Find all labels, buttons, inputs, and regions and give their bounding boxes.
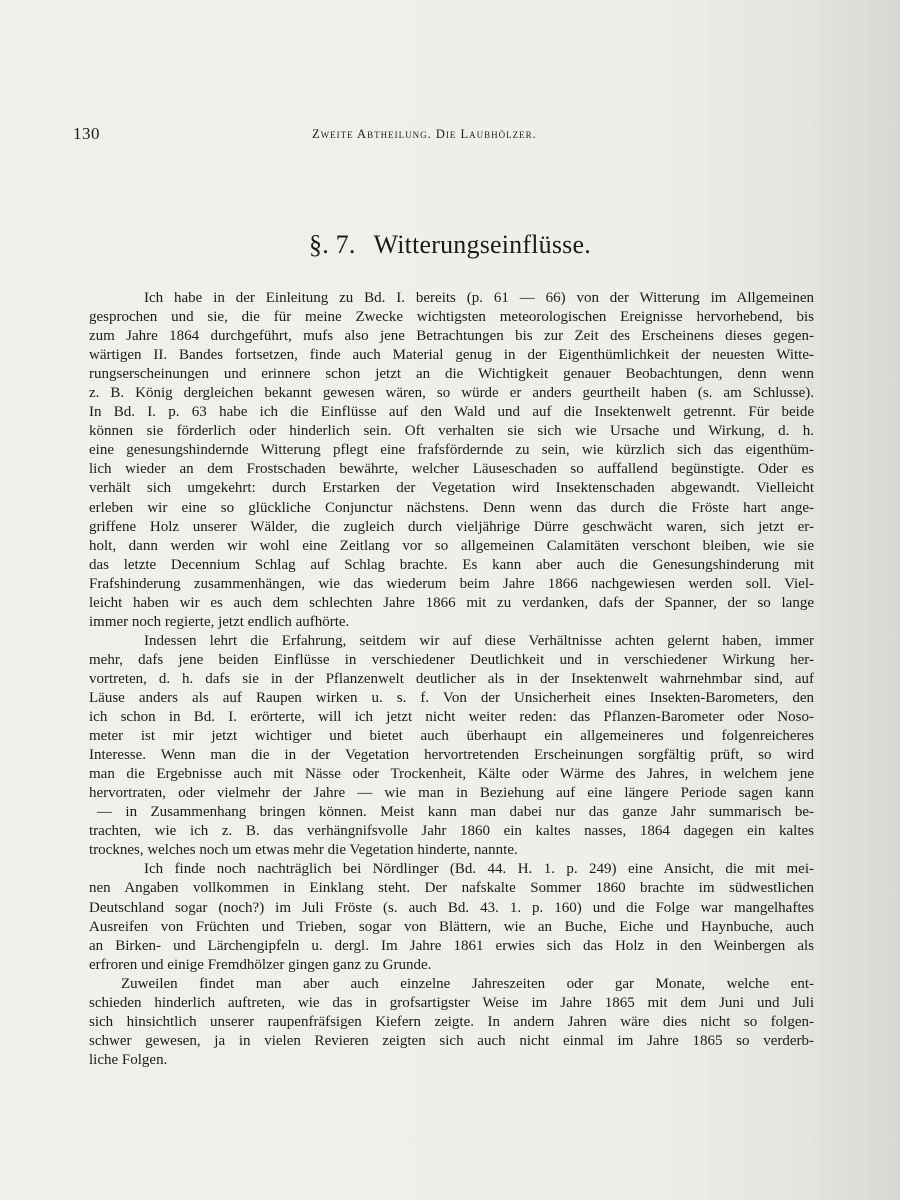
text-line: Deutschland sogar (noch?) im Juli Fröste (s. auch Bd. 43. 1. p. 160) und die Folge war mangelhaftes: [89, 899, 814, 916]
text-line: Frafshinderung zusammenhängen, wie das wiederum beim Jahre 1866 nachgewiesen werden soll. Viel-: [89, 575, 814, 592]
body-text: [89, 289, 814, 1070]
text-line: das letzte Decennium Schlag auf Schlag brachte. Es kann aber auch die Genesungshinderung mit: [89, 556, 814, 573]
text-line: In Bd. I. p. 63 habe ich die Einflüsse auf den Wald und auf die Insektenwelt getrennt. Für beide: [89, 404, 814, 421]
text-line: wärtigen II. Bandes fortsetzen, finde auch Material genug in der Eigenthümlichkeit der neuesten Witte-: [89, 347, 814, 364]
text-line: — in Zusammenhang bringen können. Meist kann man dabei nur das ganze Jahr summarisch be-: [97, 804, 814, 821]
page-header: [0, 124, 900, 148]
text-line: trocknes, welches noch um etwas mehr die Vegetation hinderte, nannte.: [89, 842, 518, 859]
text-line: liche Folgen.: [89, 1051, 168, 1068]
text-line: mehr, dafs jene beiden Einflüsse in verschiedener Deutlichkeit und in verschiedener Wirkung her-: [89, 651, 814, 668]
text-line: Ich finde noch nachträglich bei Nördlinger (Bd. 44. H. 1. p. 249) eine Ansicht, die mit mei-: [144, 861, 814, 878]
text-line: lich wieder an dem Frostschaden bewährte, welcher Läuseschaden so auffallend begünstigte. Oder es: [89, 461, 814, 478]
text-line: man die Ergebnisse auch mit Nässe oder Trockenheit, Kälte oder Wärme des Jahres, in welchem jene: [89, 766, 814, 783]
text-line: Interesse. Wenn man die in der Vegetation hervortretenden Erscheinungen sorgfältig prüft, so wird: [89, 747, 814, 764]
text-line: meter ist mir jetzt wichtiger und bietet auch überhaupt ein allgemeineres und folgenreicheres: [89, 728, 814, 745]
text-line: verhält sich umgekehrt: durch Erstarken der Vegetation wird Insektenschaden abgewandt. Vielleicht: [89, 480, 814, 497]
text-line: z. B. König dergleichen bekannt gewesen wären, so würde er anders geurtheilt haben (s. am Schlusse).: [89, 385, 814, 402]
text-line: zum Jahre 1864 durchgeführt, mufs also jene Betrachtungen bis zur Zeit des Erscheinens dieses gegen-: [89, 328, 814, 345]
section-title: Witterungseinflüsse.: [373, 230, 591, 259]
text-line: Indessen lehrt die Erfahrung, seitdem wir auf diese Verhältnisse achten gelernt haben, immer: [144, 632, 814, 649]
text-line: holt, dann werden wir wohl eine Zeitlang vor so allgemeinen Calamitäten verschont bleiben, wie sie: [89, 537, 814, 554]
text-line: ich schon in Bd. I. erörterte, will ich jetzt nicht weiter reden: das Pflanzen-Barometer oder Noso-: [89, 709, 814, 726]
text-line: schieden hinderlich auftreten, wie das in grofsartigster Weise im Jahre 1865 mit dem Juni und Juli: [89, 994, 814, 1011]
text-line: nen Angaben vollkommen in Einklang steht. Der nafskalte Sommer 1860 brachte im südwestlichen: [89, 880, 814, 897]
text-line: hervortraten, oder vielmehr der Jahre — wie man in Beziehung auf eine längere Periode sagen kann: [89, 785, 814, 802]
text-line: griffene Holz unserer Wälder, die zugleich durch vieljährige Dürre geschwächt waren, sich jetzt er-: [89, 518, 814, 535]
text-line: Ich habe in der Einleitung zu Bd. I. bereits (p. 61 — 66) von der Witterung im Allgemeinen: [144, 290, 814, 306]
text-line: Zuweilen findet man aber auch einzelne Jahreszeiten oder gar Monate, welche ent-: [121, 975, 814, 992]
text-line: immer noch regierte, jetzt endlich aufhörte.: [89, 613, 350, 630]
section-number: §. 7.: [309, 230, 356, 259]
text-line: erfroren und einige Fremdhölzer gingen ganz zu Grunde.: [89, 956, 432, 973]
text-line: können sie förderlich oder hinderlich sein. Oft verhalten sie sich wie Ursache und Wirkung, d. h.: [89, 423, 814, 440]
text-line: vortreten, d. h. dafs sie in der Pflanzenwelt deutlicher als in der Insektenwelt wahrnehmbar sind, auf: [89, 670, 814, 687]
text-line: an Birken- und Lärchengipfeln u. dergl. Im Jahre 1861 erwies sich das Holz in den Weinbergen als: [89, 937, 814, 954]
text-line: trachten, wie ich z. B. das verhängnifsvolle Jahr 1860 ein kaltes nasses, 1864 dagegen ein kaltes: [89, 823, 814, 840]
page-number: 130: [73, 124, 100, 143]
running-head: Zweite Abtheilung. Die Laubhölzer.: [312, 127, 537, 141]
text-line: Läuse anders als auf Raupen wirken u. s. f. Von der Unsicherheit eines Insekten-Barometers, den: [89, 689, 814, 706]
text-line: gesprochen und sie, die für meine Zwecke wichtigsten meteorologischen Ereignisse hervorhebend, bis: [89, 309, 814, 326]
text-line: rungserscheinungen und erinnere schon jetzt an die Wichtigkeit genauer Beobachtungen, denn wenn: [89, 366, 814, 383]
text-line: sich hinsichtlich unserer raupenfräfsigen Kiefern zeigte. In andern Jahren wäre dies nicht so folgen-: [89, 1013, 814, 1030]
text-line: erleben wir eine so glückliche Conjunctur nächstens. Denn wenn das durch die Fröste hart ange-: [89, 499, 814, 516]
text-line: eine genesungshindernde Witterung pflegt eine frafsfördernde zu sein, wie kürzlich sich das eigenthüm-: [89, 442, 814, 459]
text-line: Ausreifen von Früchten und Trieben, sogar von Blättern, wie an Buche, Eiche und Haynbuche, auch: [89, 918, 814, 935]
text-line: schwer gewesen, ja in vielen Revieren zeigten sich auch nicht einmal im Jahre 1865 so verderb-: [89, 1032, 814, 1049]
section-heading: [0, 230, 900, 260]
text-line: leicht haben wir es auch dem schlechten Jahre 1866 mit zu verdanken, dafs der Spanner, der so lange: [89, 594, 814, 611]
